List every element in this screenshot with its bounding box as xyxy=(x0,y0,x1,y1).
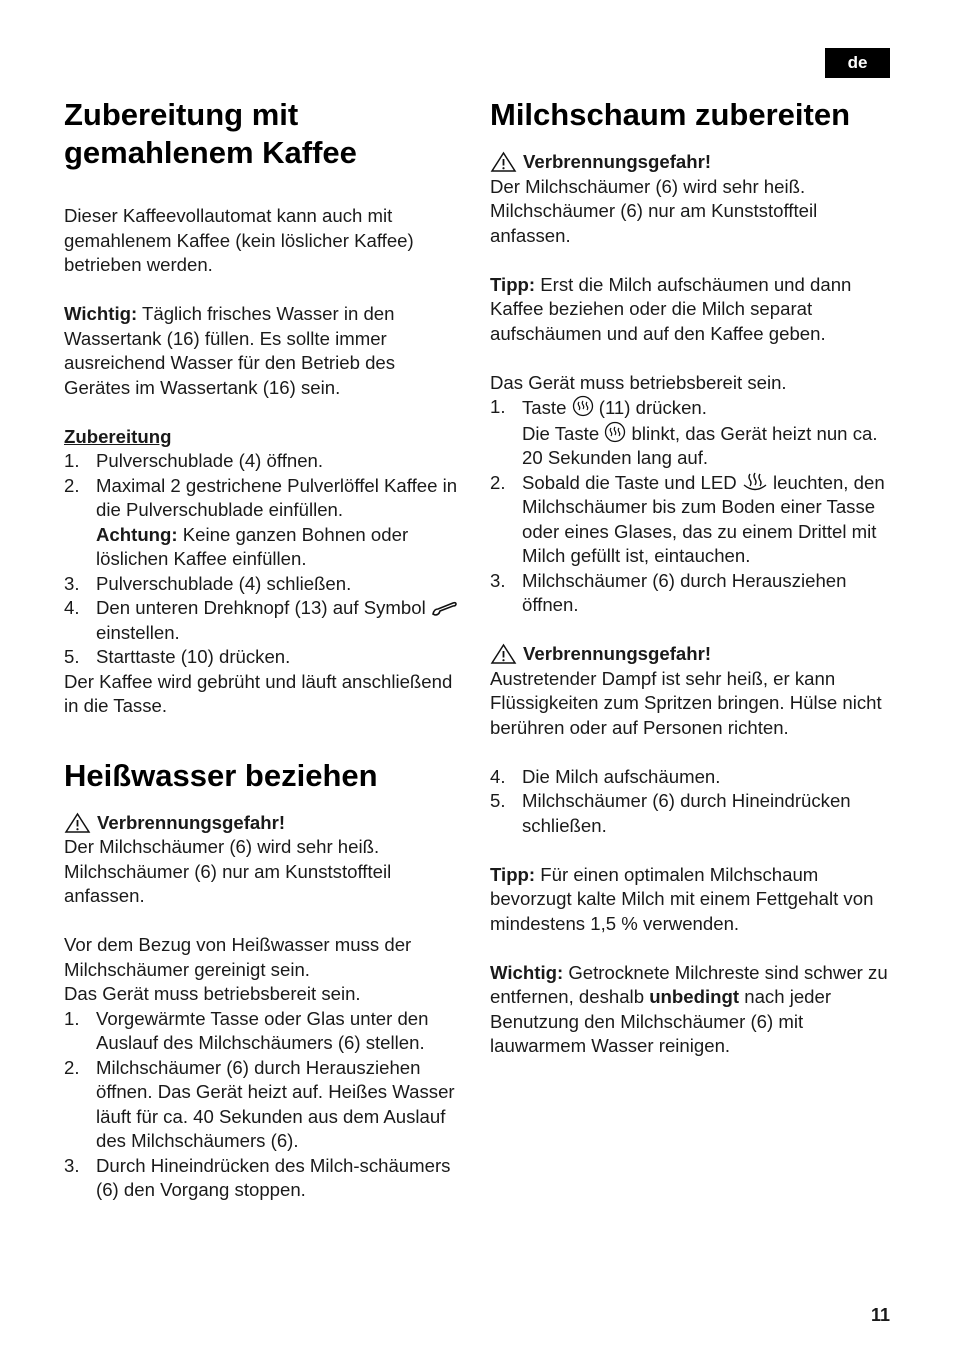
list-item: 2. Maximal 2 gestrichene Pulverlöffel Kaffee in die Pulverschublade einfüllen. Achtung: Keine ganzen Bohnen oder löslichen Kaffee einfüllen. xyxy=(64,474,458,569)
outro-paragraph: Der Kaffee wird gebrüht und läuft anschließend in die Tasse. xyxy=(64,670,453,716)
hot-water-steps xyxy=(64,1007,464,1203)
warning-heading: Verbrennungsgefahr! xyxy=(490,150,890,175)
precondition-text: Vor dem Bezug von Heißwasser muss der Milchschäumer gereinigt sein. xyxy=(64,934,412,980)
precondition-ready: Das Gerät muss betriebsbereit sein. xyxy=(490,371,787,393)
important-note: Wichtig: Getrocknete Milchreste sind schwer zu entfernen, deshalb unbedingt nach jeder Benutzung den Milchschäumer (6) mit lauwarmem Wasser reinigen. xyxy=(490,961,888,1056)
page-number: 11 xyxy=(870,1305,890,1325)
list-item: 1. Vorgewärmte Tasse oder Glas unter den Auslauf des Milchschäumers (6) stellen. xyxy=(64,1007,429,1053)
list-item: 5. Milchschäumer (6) durch Hineindrücken schließen. xyxy=(490,790,851,836)
warning-heading: Verbrennungsgefahr! xyxy=(490,642,890,667)
right-column xyxy=(490,96,890,1059)
milk-foam-steps-continued xyxy=(490,765,890,839)
section-title-milk-foam: Milchschaum zubereiten xyxy=(490,97,851,132)
steam-led-icon xyxy=(742,472,768,492)
section-title-hot-water: Heißwasser beziehen xyxy=(64,757,378,793)
list-item: 3. Milchschäumer (6) durch Herausziehen öffnen. xyxy=(490,569,847,615)
steam-button-icon xyxy=(604,421,626,443)
warning-triangle-icon xyxy=(490,643,517,665)
sub-heading-preparation: Zubereitung xyxy=(64,425,172,447)
steam-button-icon xyxy=(572,395,594,417)
list-item: 2. Milchschäumer (6) durch Herausziehen öffnen. Das Gerät heizt auf. Heißes Wasser läuft für ca. 40 Sekunden aus dem Auslauf des Milchschäumers (6). xyxy=(64,1056,455,1151)
section-title-ground-coffee: Zubereitung mit gemahlenem Kaffee xyxy=(64,97,357,170)
list-item: 4. Den unteren Drehknopf (13) auf Symbol einstellen. xyxy=(64,596,464,645)
tip-paragraph: Tipp: Für einen optimalen Milchschaum bevorzugt kalte Milch mit einem Fettgehalt von mindestens 1,5 % verwenden. xyxy=(490,863,874,934)
important-note: Wichtig: Täglich frisches Wasser in den Wassertank (16) füllen. Es sollte immer ausreichend Wasser für den Betrieb des Gerätes im Wassertank (16) sein. xyxy=(64,303,396,398)
list-item: 2. Sobald die Taste und LED leuchten, den Milchschäumer bis zum Boden einer Tasse oder eines Glases, das zu einem Drittel mit Milch gefüllt ist, eintauchen. xyxy=(490,471,885,566)
ground-coffee-spoon-icon xyxy=(431,599,457,617)
language-badge: de xyxy=(825,48,890,78)
warning-triangle-icon xyxy=(490,151,517,173)
warning-text: Der Milchschäumer (6) wird sehr heiß. Milchschäumer (6) nur am Kunststoffteil anfassen. xyxy=(64,836,392,906)
list-item: 4. Die Milch aufschäumen. xyxy=(490,765,721,787)
warning-triangle-icon xyxy=(64,812,91,834)
list-item: 1. Taste (11) drücken. Die Taste blinkt, das Gerät heizt nun ca. 20 Sekunden lang auf. xyxy=(490,396,878,468)
list-item: 1. Pulverschublade (4) öffnen. xyxy=(64,450,324,471)
warning-text: Austretender Dampf ist sehr heiß, er kann Flüssigkeiten zum Spritzen bringen. Hülse nicht berühren oder auf Personen richten. xyxy=(490,667,882,738)
left-column xyxy=(64,96,464,1203)
intro-paragraph: Dieser Kaffeevollautomat kann auch mit gemahlenem Kaffee (kein löslicher Kaffee) betrieben werden. xyxy=(64,205,414,275)
tip-paragraph: Tipp: Erst die Milch aufschäumen und dann Kaffee beziehen oder die Milch separat aufschäumen und auf den Kaffee geben. xyxy=(490,273,852,344)
list-item: 3. Durch Hineindrücken des Milch-schäumers (6) den Vorgang stoppen. xyxy=(64,1154,451,1200)
list-item: 5. Starttaste (10) drücken. xyxy=(64,646,291,667)
preparation-steps xyxy=(64,449,464,670)
list-item: 3. Pulverschublade (4) schließen. xyxy=(64,572,352,594)
warning-text: Der Milchschäumer (6) wird sehr heiß. Milchschäumer (6) nur am Kunststoffteil anfassen. xyxy=(490,175,818,246)
precondition-ready: Das Gerät muss betriebsbereit sein. xyxy=(64,983,361,1004)
warning-heading: Verbrennungsgefahr! xyxy=(64,811,464,836)
milk-foam-steps xyxy=(490,395,890,618)
